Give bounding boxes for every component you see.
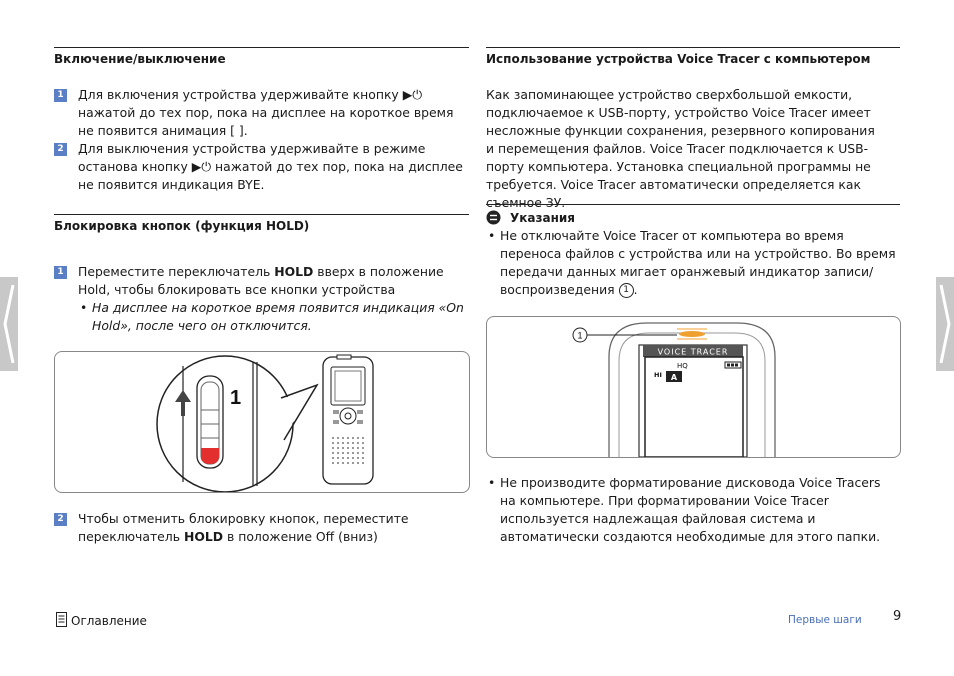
section-title-hold: Блокировка кнопок (функция HOLD) xyxy=(54,219,310,233)
battery-icon xyxy=(725,362,741,368)
hold-red-indicator xyxy=(201,448,219,464)
brand-label: VOICE TRACER xyxy=(657,347,729,357)
note-1: • Не отключайте Voice Tracer от компьютера во время переноса файлов с устройства или на устройство. Во время передачи данных мигает оранжевый индикатор записи/воспроизведения 1 . xyxy=(486,227,896,299)
step-number: 2 xyxy=(54,513,67,526)
step-number: 1 xyxy=(54,89,67,102)
notes-block xyxy=(486,209,896,299)
hq-label: HQ xyxy=(677,362,688,370)
svg-text:1: 1 xyxy=(577,330,583,341)
hold-step-2: 2 Чтобы отменить блокировку кнопок, переместите переключатель HOLD в положение Off (вниз) xyxy=(54,510,469,546)
computer-intro: Как запоминающее устройство сверхбольшой емкости, подключаемое к USB-порту, устройство Voice Tracer имеет несложные функции сохранения, резервного копирования и перемещения файлов. Voice Tracer подключается к USB-порту компьютера. Установка специальной программы не требуется. Voice Tracer автоматически определяется как съемное ЗУ. xyxy=(486,87,875,210)
notes-title: Указания xyxy=(510,211,575,225)
magnifier-circle xyxy=(157,356,293,492)
note-2: • Не производите форматирование дисковода Voice Tracers на компьютере. При форматировании Voice Tracer используется надлежащая файловая система и автоматически создаются необходимые для этого папки. xyxy=(486,474,896,546)
hold-step-1: 1 Переместите переключатель HOLD вверх в положение Hold, чтобы блокировать все кнопки устройства • На дисплее на короткое время появится индикация «On Hold», после чего он отключится. xyxy=(54,263,469,335)
hold-switch-illustration xyxy=(55,352,469,492)
section-rule xyxy=(486,47,900,48)
chevron-left-icon xyxy=(0,277,18,371)
hi-label: HI xyxy=(654,371,662,379)
note-2-block xyxy=(486,474,896,546)
step-number: 2 xyxy=(54,143,67,156)
power-step-1: 1 Для включения устройства удерживайте кнопку ▶⏻ нажатой до тех пор, пока на дисплее на короткое время не появится анимация [ ]. xyxy=(54,86,469,140)
section-title-computer: Использование устройства Voice Tracer с компьютером xyxy=(486,52,871,66)
hold-note: • На дисплее на короткое время появится индикация «On Hold», после чего он отключится. xyxy=(78,299,469,335)
section-link[interactable]: Первые шаги xyxy=(788,614,862,626)
step-number: 1 xyxy=(54,266,67,279)
section-rule xyxy=(54,47,469,48)
toc-icon xyxy=(56,612,67,627)
chevron-right-icon xyxy=(936,277,954,371)
page-number: 9 xyxy=(893,609,902,624)
mode-label: A xyxy=(670,373,678,382)
device-screen-illustration xyxy=(487,317,900,457)
power-steps xyxy=(54,86,469,194)
toc-link[interactable]: Оглавление xyxy=(56,612,147,630)
callout-ref: 1 xyxy=(619,283,634,298)
hold-switch-figure xyxy=(54,351,470,493)
note-icon xyxy=(486,210,501,225)
right-side-tab[interactable] xyxy=(936,277,954,371)
power-step-2: 2 Для выключения устройства удерживайте в режиме останова кнопку ▶⏻ нажатой до тех пор, пока на дисплее не появится индикация BYE. xyxy=(54,140,469,194)
position-digit: 1 xyxy=(230,387,242,409)
section-title-power: Включение/выключение xyxy=(54,52,226,66)
device-screen-figure xyxy=(486,316,901,458)
section-rule xyxy=(486,204,900,205)
left-side-tab[interactable] xyxy=(0,277,18,371)
voice-recorder-device xyxy=(323,355,373,484)
section-rule xyxy=(54,214,469,215)
